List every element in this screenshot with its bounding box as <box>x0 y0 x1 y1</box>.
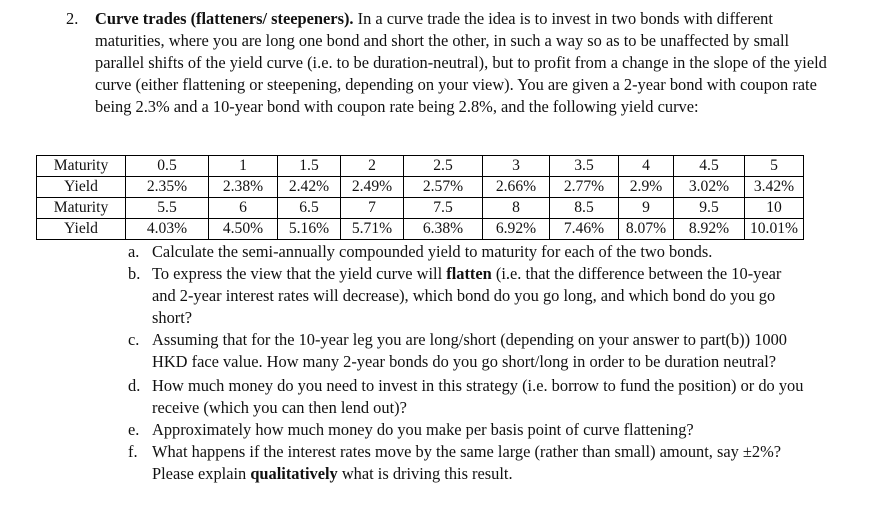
part-letter: e. <box>128 420 140 439</box>
table-cell: 8.5 <box>550 198 619 219</box>
table-cell: 5.5 <box>126 198 209 219</box>
table-cell: 5 <box>745 156 804 177</box>
table-cell: 7.46% <box>550 219 619 240</box>
table-cell: 5.16% <box>278 219 341 240</box>
part-e <box>128 419 808 441</box>
table-cell: 3.42% <box>745 177 804 198</box>
part-text: (i.e. that the difference between the 10-year and 2-year interest rates will decrease), which bond do you go long, and which bond do you go short? <box>152 264 782 327</box>
question-number: 2. <box>66 9 79 28</box>
part-letter: d. <box>128 376 141 395</box>
part-f <box>128 441 808 485</box>
row-label: Maturity <box>37 156 126 177</box>
question-intro-text: In a curve trade the idea is to invest in two bonds with different maturities, where you are long one bond and short the other, in such a way so as to be unaffected by small parallel shifts of the yield curve (i.e. to be duration-neutral), but to profit from a change in the slope of the yield curve (either flattening or steepening, depending on your view). You are given a 2-year bond with coupon rate being 2.3% and a 10-year bond with coupon rate being 2.8%, and the following yield curve: <box>95 9 827 116</box>
table-cell: 1.5 <box>278 156 341 177</box>
yield-curve-table <box>36 155 804 240</box>
table-cell: 4.5 <box>674 156 745 177</box>
table-cell: 9.5 <box>674 198 745 219</box>
table-cell: 3 <box>483 156 550 177</box>
part-letter: b. <box>128 264 141 283</box>
part-letter: f. <box>128 442 138 461</box>
part-letter: c. <box>128 330 140 349</box>
part-text: Calculate the semi-annually compounded yield to maturity for each of the two bonds. <box>152 242 713 261</box>
part-text: What happens if the interest rates move by the same large (rather than small) amount, say ±2%? Please explain <box>152 442 782 483</box>
part-text: Approximately how much money do you make per basis point of curve flattening? <box>152 420 694 439</box>
row-label: Yield <box>37 219 126 240</box>
table-row <box>37 219 804 240</box>
part-text: what is driving this result. <box>337 464 513 483</box>
table-row <box>37 198 804 219</box>
table-cell: 3.02% <box>674 177 745 198</box>
part-text: To express the view that the yield curve will <box>152 264 447 283</box>
part-c <box>128 329 808 373</box>
part-d <box>128 375 808 419</box>
table-cell: 1 <box>209 156 278 177</box>
table-cell: 3.5 <box>550 156 619 177</box>
part-text: Assuming that for the 10-year leg you are long/short (depending on your answer to part(b)) 1000 HKD face value. How many 2-year bonds do you go short/long in order to be duration neutral? <box>152 330 787 371</box>
table-cell: 4.50% <box>209 219 278 240</box>
row-label: Maturity <box>37 198 126 219</box>
table-cell: 5.71% <box>341 219 404 240</box>
table-row <box>37 156 804 177</box>
table-cell: 10 <box>745 198 804 219</box>
table-cell: 2 <box>341 156 404 177</box>
table-cell: 6.5 <box>278 198 341 219</box>
table-cell: 0.5 <box>126 156 209 177</box>
table-row <box>37 177 804 198</box>
table-cell: 6 <box>209 198 278 219</box>
table-cell: 2.38% <box>209 177 278 198</box>
part-a <box>128 241 808 263</box>
table-cell: 2.66% <box>483 177 550 198</box>
part-bold-text: qualitatively <box>250 464 338 483</box>
question-parts <box>128 241 808 485</box>
table-cell: 9 <box>619 198 674 219</box>
part-bold-text: flatten <box>446 264 492 283</box>
table-cell: 2.49% <box>341 177 404 198</box>
table-cell: 8.07% <box>619 219 674 240</box>
table-cell: 8 <box>483 198 550 219</box>
table-cell: 10.01% <box>745 219 804 240</box>
table-cell: 8.92% <box>674 219 745 240</box>
table-cell: 2.42% <box>278 177 341 198</box>
table-cell: 4.03% <box>126 219 209 240</box>
table-cell: 2.35% <box>126 177 209 198</box>
row-label: Yield <box>37 177 126 198</box>
part-text: How much money do you need to invest in this strategy (i.e. borrow to fund the position) or do you receive (which you can then lend out)? <box>152 376 804 417</box>
table-cell: 6.92% <box>483 219 550 240</box>
table-cell: 7.5 <box>404 198 483 219</box>
part-letter: a. <box>128 242 140 261</box>
table-cell: 2.77% <box>550 177 619 198</box>
table-cell: 6.38% <box>404 219 483 240</box>
table-cell: 2.57% <box>404 177 483 198</box>
table-cell: 7 <box>341 198 404 219</box>
question-intro <box>95 8 830 118</box>
question-title: Curve trades (flatteners/ steepeners). <box>95 9 354 28</box>
table-cell: 2.9% <box>619 177 674 198</box>
table-cell: 2.5 <box>404 156 483 177</box>
table-cell: 4 <box>619 156 674 177</box>
part-b <box>128 263 808 329</box>
